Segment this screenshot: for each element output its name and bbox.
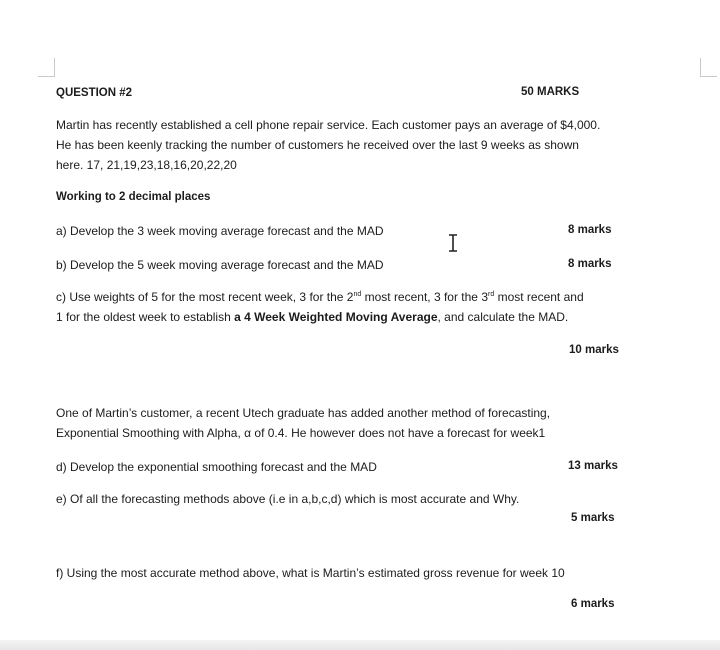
page-bottom-edge bbox=[0, 640, 720, 650]
intro-line-1: Martin has recently established a cell phone repair service. Each customer pays an average of $4,000. bbox=[56, 118, 601, 132]
part-f-marks: 6 marks bbox=[571, 598, 615, 610]
part-e-marks: 5 marks bbox=[571, 512, 615, 524]
intro2-line-2: Exponential Smoothing with Alpha, α of 0.4. He however does not have a forecast for week1 bbox=[56, 426, 546, 440]
part-d-text: d) Develop the exponential smoothing forecast and the MAD bbox=[56, 460, 377, 474]
part-c-marks: 10 marks bbox=[569, 344, 619, 356]
page-corner-mark-right bbox=[700, 58, 717, 77]
question-title: QUESTION #2 bbox=[56, 87, 133, 99]
part-b-text: b) Develop the 5 week moving average forecast and the MAD bbox=[56, 258, 384, 272]
intro-line-2: He has been keenly tracking the number of customers he received over the last 9 weeks as shown bbox=[56, 138, 579, 152]
page-corner-mark-left bbox=[38, 58, 55, 77]
part-f-text: f) Using the most accurate method above, what is Martin’s estimated gross revenue for week 10 bbox=[56, 566, 565, 580]
part-e-text: e) Of all the forecasting methods above (i.e in a,b,c,d) which is most accurate and Why. bbox=[56, 492, 520, 506]
part-d-marks: 13 marks bbox=[568, 460, 618, 472]
part-a-text: a) Develop the 3 week moving average forecast and the MAD bbox=[56, 224, 384, 238]
working-note: Working to 2 decimal places bbox=[56, 191, 211, 203]
part-a-marks: 8 marks bbox=[568, 224, 612, 236]
part-c-line-1: c) Use weights of 5 for the most recent week, 3 for the 2nd most recent, 3 for the 3rd most recent and bbox=[56, 290, 584, 304]
intro-line-3: here. 17, 21,19,23,18,16,20,22,20 bbox=[56, 158, 237, 172]
part-b-marks: 8 marks bbox=[568, 258, 612, 270]
total-marks: 50 MARKS bbox=[521, 86, 580, 98]
part-c-line-2: 1 for the oldest week to establish a 4 Week Weighted Moving Average, and calculate the MAD. bbox=[56, 310, 569, 324]
text-cursor-icon bbox=[447, 234, 459, 252]
intro2-line-1: One of Martin’s customer, a recent Utech graduate has added another method of forecasting, bbox=[56, 406, 551, 420]
